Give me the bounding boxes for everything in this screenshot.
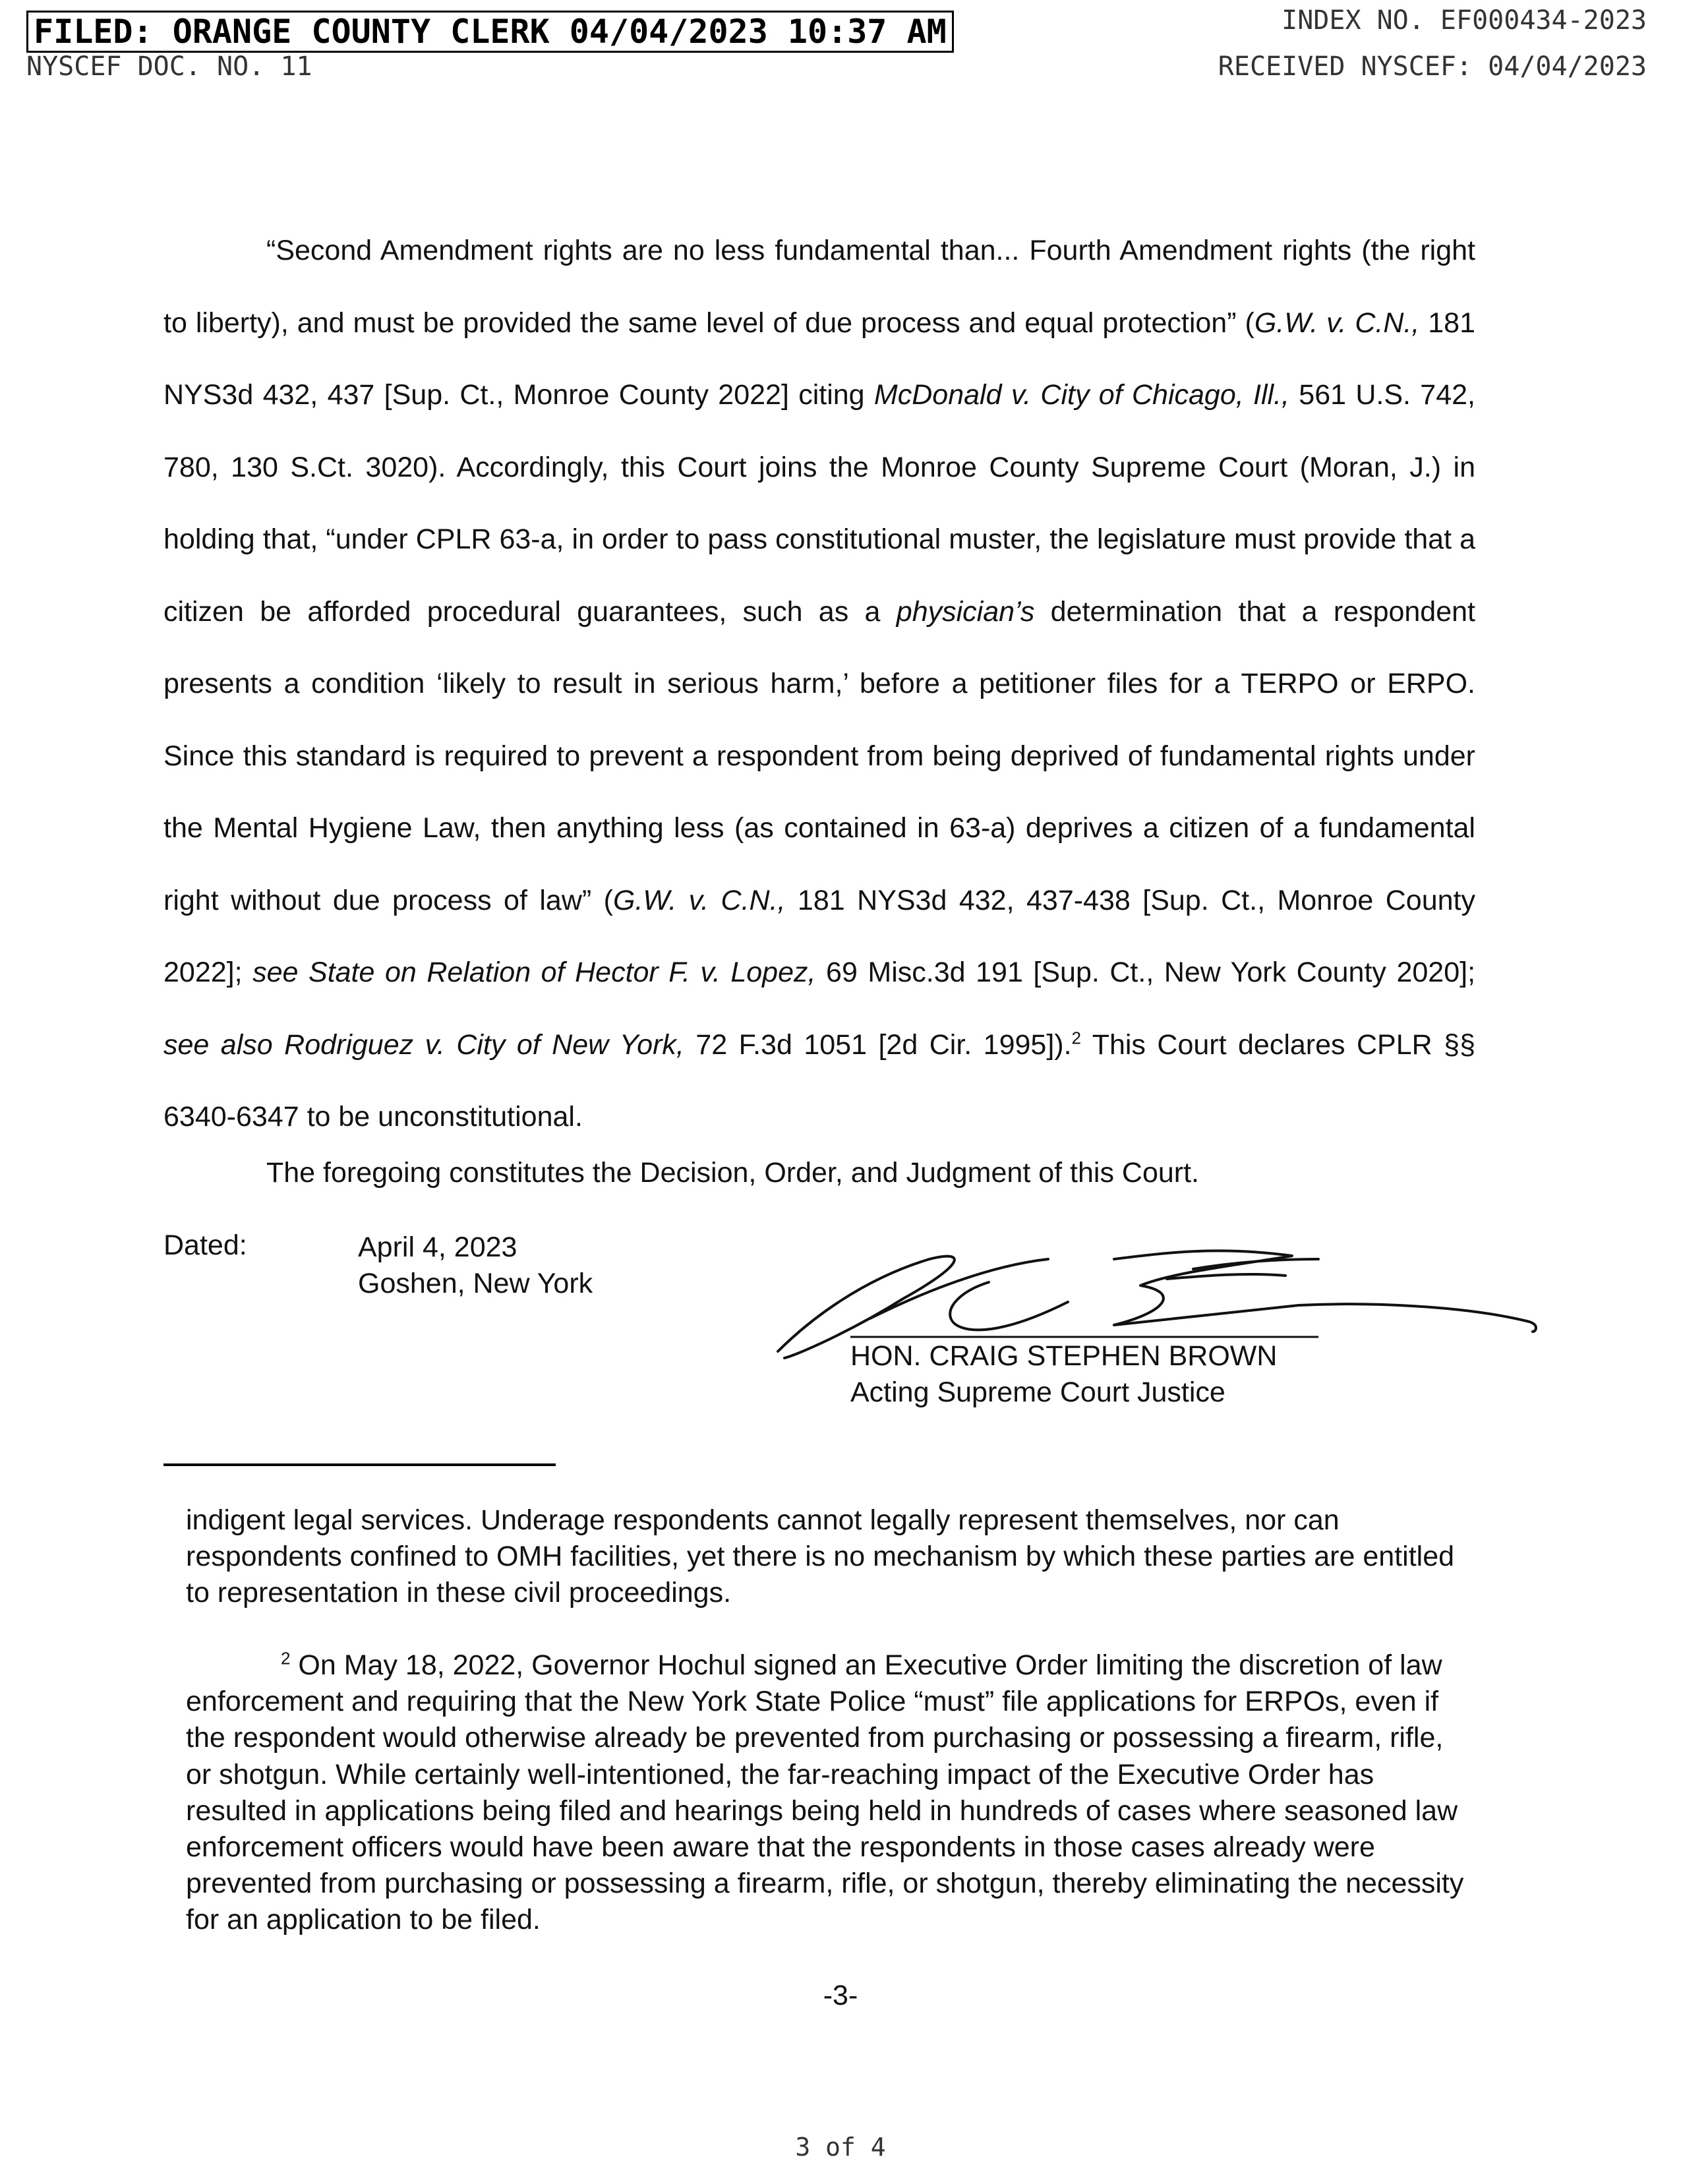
index-number: INDEX NO. EF000434-2023 (1282, 5, 1647, 36)
footnote-1-continuation: indigent legal services. Underage respondents cannot legally represent themselves, nor can respondents confined to OMH facilities, yet there is no mechanism by which these parties are entitled to representation in these civil proceedings. (186, 1504, 1455, 1609)
footnote-ref: 2 (1071, 1028, 1082, 1048)
text-run: This Court declares CPLR §§ 6340-6347 to be unconstitutional. (163, 1028, 1475, 1133)
page-number: -3- (823, 1980, 858, 2011)
judge-name: HON. CRAIG STEPHEN BROWN (850, 1340, 1278, 1372)
footnote-2 (186, 1647, 1469, 1939)
filed-banner: FILED: ORANGE COUNTY CLERK 04/04/2023 10:37 AM (26, 11, 954, 53)
closing-statement: The foregoing constitutes the Decision, Order, and Judgment of this Court. (266, 1157, 1199, 1189)
footnote-2-marker: 2 (281, 1648, 291, 1668)
text-run: 561 U.S. 742, 780, 130 S.Ct. 3020). Accordingly, this Court joins the Monroe County Supreme Court (Moran, J.) in holding that, “under CPLR 63-a, in order to pass constitutional muster, the legislature must provide that a citizen be afforded procedural guarantees, such as a (163, 379, 1475, 628)
decision-body (163, 215, 1475, 1154)
citation-italic: McDonald v. City of Chicago, Ill., (873, 379, 1289, 411)
citation-italic: physician’s (896, 595, 1035, 628)
text-run: 181 NYS3d 432, 437 [Sup. Ct., Monroe County 2022] citing (163, 307, 1475, 411)
judge-title: Acting Supreme Court Justice (850, 1376, 1225, 1408)
citation-italic: G.W. v. C.N., (613, 884, 786, 916)
text-run: 69 Misc.3d 191 [Sup. Ct., New York County 2020]; (815, 957, 1476, 988)
page-count: 3 of 4 (795, 2133, 886, 2162)
dated-label: Dated: (163, 1229, 247, 1261)
text-run: “Second Amendment rights are no less fundamental than... Fourth Amendment rights (the right to liberty), and must be provided the same level of due process and equal protection” ( (163, 235, 1475, 339)
text-run: 72 F.3d 1051 [2d Cir. 1995]). (684, 1028, 1072, 1061)
decision-place: Goshen, New York (358, 1268, 593, 1299)
body-paragraph (163, 215, 1475, 1154)
received-stamp: RECEIVED NYSCEF: 04/04/2023 (1218, 51, 1647, 82)
citation-italic: G.W. v. C.N., (1254, 307, 1420, 339)
footnote-separator (163, 1463, 556, 1466)
text-run: 181 NYS3d 432, 437-438 [Sup. Ct., Monroe County 2022]; (163, 884, 1475, 988)
decision-date: April 4, 2023 (358, 1231, 517, 1263)
judge-signature-block (850, 1338, 1277, 1411)
text-run: determination that a respondent presents a condition ‘likely to result in serious harm,’ before a petitioner files for a TERPO or ERPO. Since this standard is required to prevent a respondent from being deprived of fundamental rights under the Mental Hygiene Law, then anything less (as contained in 63-a) deprives a citizen of a fundamental right without due process of law” ( (163, 595, 1475, 916)
footnote-2-text: On May 18, 2022, Governor Hochul signed an Executive Order limiting the discretion of law enforcement and requiring that the New York State Police “must” file applications for ERPOs, even if the respondent would otherwise already be prevented from purchasing or possessing a firearm, rifle, or shotgun. While certainly well-intentioned, the far-reaching impact of the Executive Order has resulted in applications being filed and hearings being held in hundreds of cases where seasoned law enforcement officers would have been aware that the respondents in those cases already were prevented from purchasing or possessing a firearm, rifle, or shotgun, thereby eliminating the necessity for an application to be filed. (186, 1649, 1464, 1936)
citation-italic: see also Rodriguez v. City of New York, (163, 1028, 684, 1061)
citation-italic: see State on Relation of Hector F. v. Lopez, (252, 957, 816, 988)
nyscef-doc-number: NYSCEF DOC. NO. 11 (26, 51, 312, 82)
date-place-block (358, 1229, 593, 1302)
